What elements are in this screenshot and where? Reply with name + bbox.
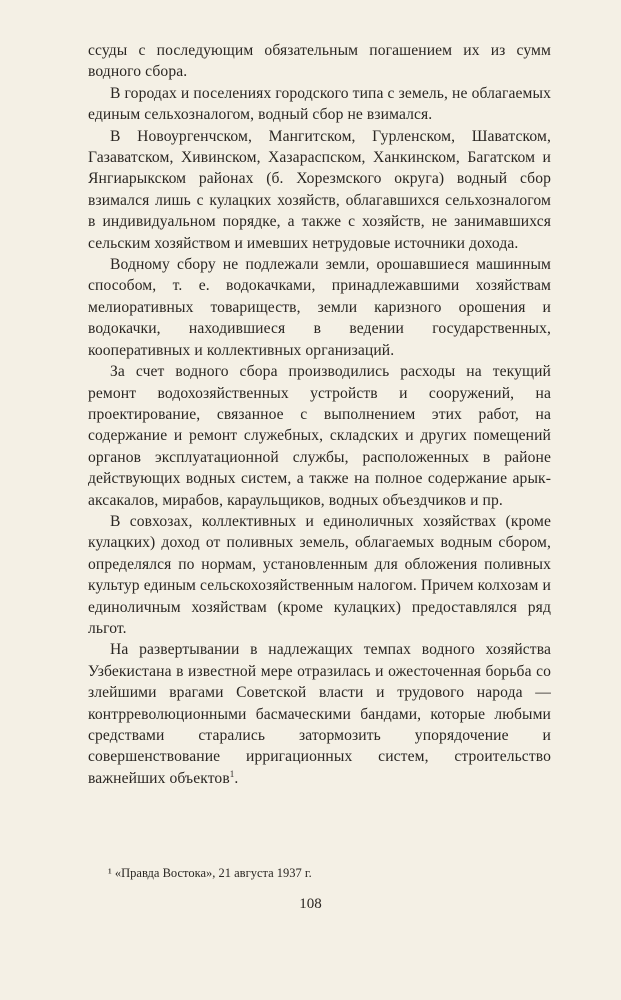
paragraph-2: В городах и поселениях городского типа с земель, не облагаемых единым сельхозналогом, водный сбор не взимался.	[88, 84, 551, 124]
paragraph-7	[88, 639, 551, 789]
footnote-reference: 1	[229, 768, 235, 779]
body-text	[88, 40, 551, 789]
paragraph-4: Водному сбору не подлежали земли, орошавшиеся машинным способом, т. е. водокачками, принадлежавшими хозяйствам мелиоративных товариществ, земли каризного орошения и водокачки, находившиеся в ведении государственных, кооперативных и коллективных организаций.	[88, 256, 551, 359]
paragraph-3: В Новоургенчском, Мангитском, Гурленском, Шаватском, Газаватском, Хивинском, Хазараспском, Ханкинском, Багатском и Янгиарыкском районах (б. Хорезмского округа) водный сбор взимался лишь с кулацких хозяйств, облагавшихся сельхозналогом в индивидуальном порядке, а также с хозяйств, не занимавшихся сельским хозяйством и имевших нетрудовые источники дохода.	[88, 127, 551, 252]
paragraph-7-text: На развертывании в надлежащих темпах водного хозяйства Узбекистана в известной мере отразилась и ожесточенная борьба со злейшими врагами Советской власти и трудового народа — контрреволюционными басмаческими бандами, которые любыми средствами старались затормозить упорядочение и совершенствование ирригационных систем, строительство важнейших объектов	[88, 641, 551, 787]
footnote: ¹ «Правда Востока», 21 августа 1937 г.	[108, 866, 312, 880]
paragraph-5: За счет водного сбора производились расходы на текущий ремонт водохозяйственных устройств и сооружений, на проектирование, связанное с выполнением этих работ, на содержание и ремонт служебных, складских и других помещений органов эксплуатационной службы, расположенных в районе действующих водных систем, а также на полное содержание арык-аксакалов, мирабов, караульщиков, водных объездчиков и пр.	[88, 363, 551, 509]
paragraph-7-period: .	[234, 769, 239, 787]
paragraph-6: В совхозах, коллективных и единоличных хозяйствах (кроме кулацких) доход от поливных земель, облагаемых водным сбором, определялся по нормам, установленным для обложения поливных культур единым сельскохозяйственным налогом. Причем колхозам и единоличным хозяйствам (кроме кулацких) предоставлялся ряд льгот.	[88, 512, 551, 637]
page-number: 108	[299, 896, 322, 912]
paragraph-1: ссуды с последующим обязательным погашением их из сумм водного сбора.	[88, 42, 551, 81]
